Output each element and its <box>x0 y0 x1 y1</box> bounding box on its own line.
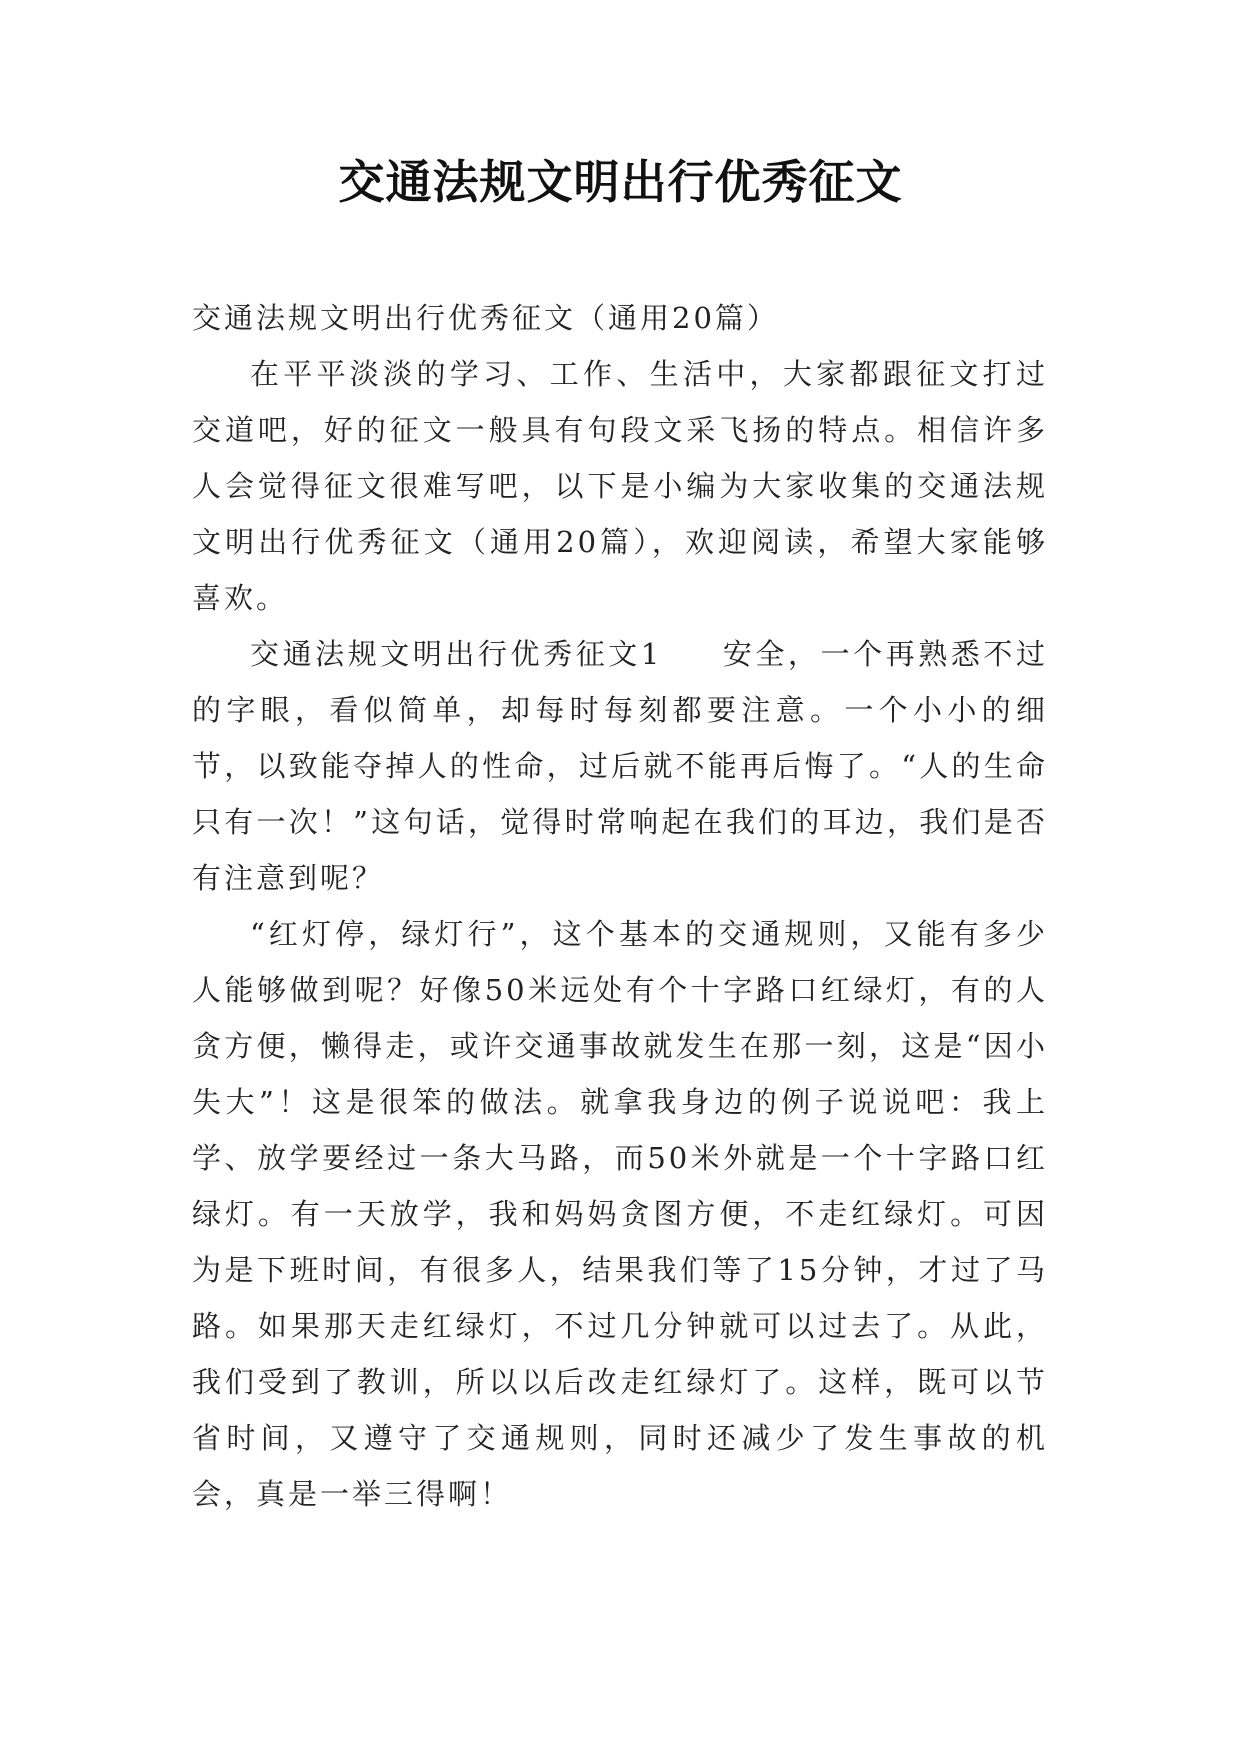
essay1-paragraph-2: “红灯停，绿灯行”，这个基本的交通规则，又能有多少人能够做到呢？好像50米远处有个十字路口红绿灯，有的人贪方便，懒得走，或许交通事故就发生在那一刻，这是“因小失大”！这是很笨的做法。就拿我身边的例子说说吧：我上学、放学要经过一条大马路，而50米外就是一个十字路口红绿灯。有一天放学，我和妈妈贪图方便，不走红绿灯。可因为是下班时间，有很多人，结果我们等了15分钟，才过了马路。如果那天走红绿灯，不过几分钟就可以过去了。从此，我们受到了教训，所以以后改走红绿灯了。这样，既可以节省时间，又遵守了交通规则，同时还减少了发生事故的机会，真是一举三得啊！ <box>192 917 1048 1511</box>
document-body <box>192 290 1048 1522</box>
essay1-paragraph-1: 安全，一个再熟悉不过的字眼，看似简单，却每时每刻都要注意。一个小小的细节，以致能夺掉人的性命，过后就不能再后悔了。“人的生命只有一次！”这句话，觉得时常响起在我们的耳边，我们是否有注意到呢？ <box>192 637 1048 895</box>
document-title: 交通法规文明出行优秀征文 <box>338 155 903 209</box>
subtitle-line: 交通法规文明出行优秀征文（通用20篇） <box>192 301 779 335</box>
essay1-first-paragraph <box>192 626 1048 906</box>
intro-paragraph: 在平平淡淡的学习、工作、生活中，大家都跟征文打过交道吧，好的征文一般具有句段文采飞扬的特点。相信许多人会觉得征文很难写吧，以下是小编为大家收集的交通法规文明出行优秀征文（通用20篇），欢迎阅读，希望大家能够喜欢。 <box>192 357 1048 615</box>
essay1-heading: 交通法规文明出行优秀征文1 <box>250 637 663 671</box>
